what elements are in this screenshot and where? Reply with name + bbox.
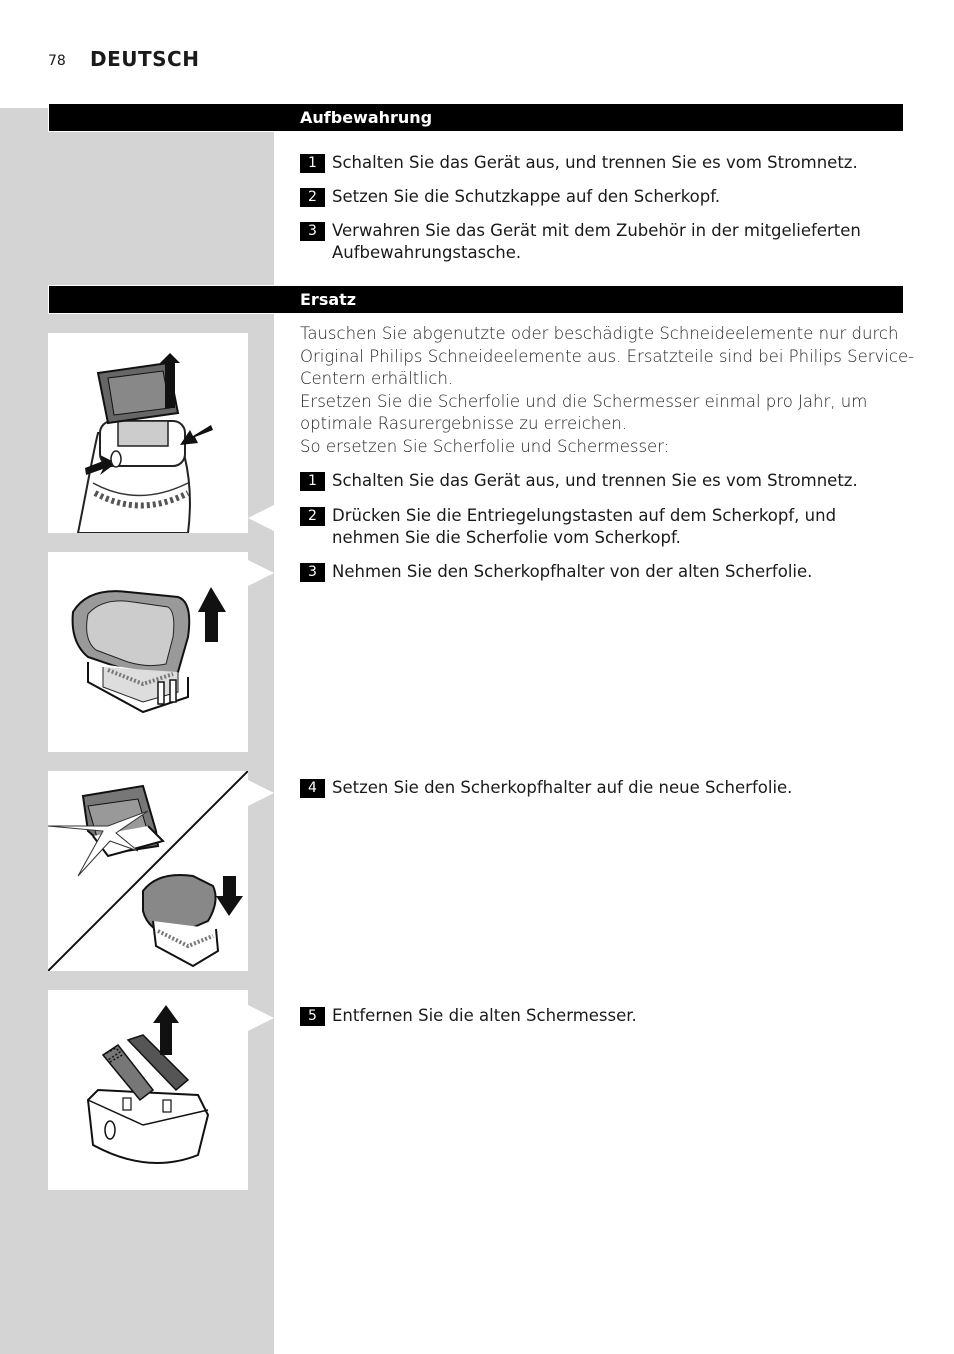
intro-line: Original Philips Schneideelemente aus. Ersatzteile sind bei Philips Service- [300,346,915,366]
storage-step-1 [300,152,904,174]
replacement-step-2 [300,505,904,549]
pointer-notch [248,780,274,806]
language-title: DEUTSCH [90,47,200,71]
section-title: Aufbewahrung [300,108,433,127]
illustration-new-foil [48,771,248,971]
intro-line: So ersetzen Sie Scherfolie und Schermesser: [300,436,670,456]
step-text: Schalten Sie das Gerät aus, und trennen Sie es vom Stromnetz. [332,471,858,490]
intro-line: Ersetzen Sie die Scherfolie und die Schermesser einmal pro Jahr, um [300,391,868,411]
replacement-step-4 [300,777,904,799]
step-text: Setzen Sie die Schutzkappe auf den Scherkopf. [332,187,721,206]
step-text: Drücken Sie die Entriegelungstasten auf dem Scherkopf, und nehmen Sie die Scherfolie vom Scherkopf. [332,506,837,547]
intro-line: optimale Rasurergebnisse zu erreichen. [300,414,628,433]
shaver-release-illustration [48,333,248,533]
pointer-notch [248,560,274,586]
intro-line: Tauschen Sie abgenutzte oder beschädigte Schneideelemente nur durch [300,324,899,343]
storage-step-2 [300,186,904,208]
replacement-intro [300,323,915,458]
replacement-step-3 [300,561,904,583]
step-number: 3 [300,222,325,241]
step-number: 2 [300,188,325,207]
section-title: Ersatz [300,290,357,309]
step-number: 2 [300,507,325,526]
new-foil-illustration [48,771,248,971]
replacement-step-5 [300,1005,904,1027]
section-header-storage [48,103,904,132]
pointer-notch [248,505,274,531]
illustration-remove-foil [48,333,248,533]
intro-line: Centern erhältlich. [300,369,454,388]
storage-step-3 [300,220,904,264]
step-number: 3 [300,563,325,582]
page-number: 78 [48,53,66,69]
illustration-remove-cutters [48,990,248,1190]
step-number: 5 [300,1007,325,1026]
illustration-remove-holder [48,552,248,752]
step-text: Verwahren Sie das Gerät mit dem Zubehör in der mitgelieferten Aufbewahrungstasche. [332,221,861,262]
replacement-step-1 [300,470,904,492]
step-number: 4 [300,779,325,798]
step-text: Entfernen Sie die alten Schermesser. [332,1006,637,1025]
pointer-notch [248,1005,274,1031]
step-text: Nehmen Sie den Scherkopfhalter von der alten Scherfolie. [332,562,813,581]
cutters-removal-illustration [48,990,248,1190]
holder-foil-illustration [48,552,248,752]
section-header-replacement [48,285,904,314]
step-number: 1 [300,154,325,173]
step-number: 1 [300,472,325,491]
step-text: Setzen Sie den Scherkopfhalter auf die neue Scherfolie. [332,778,793,797]
step-text: Schalten Sie das Gerät aus, und trennen Sie es vom Stromnetz. [332,153,858,172]
